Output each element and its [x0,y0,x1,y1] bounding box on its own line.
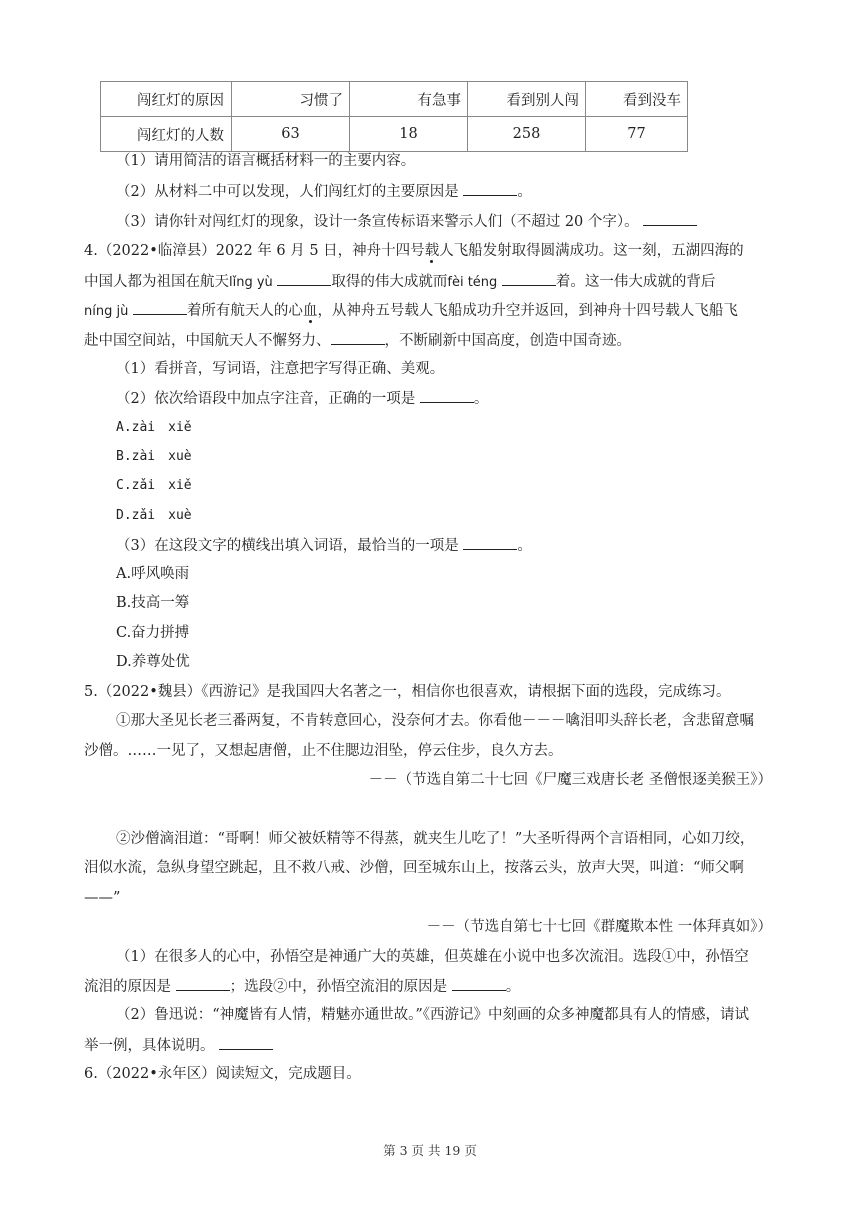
page-footer: 第 3 页 共 19 页 [383,1143,477,1158]
q4-text: 4.（2022•临漳县）2022 年 6 月 5 日，神舟十四号 [84,243,425,259]
answer-blank[interactable] [133,300,187,315]
table-cell: 闯红灯的人数 [101,117,232,152]
q5-text: 流泪的原因是 [84,979,171,995]
answer-blank[interactable] [277,271,331,286]
dotted-char: 血 [302,303,318,319]
q4-sub2-end: 。 [473,391,489,407]
q4-sub3-text: （3）在这段文字的横线出填入词语，最恰当的一项是 [116,538,459,554]
table-cell: 18 [350,117,468,152]
table-cell: 258 [468,117,586,152]
q4-text: 着。这一伟大成就的背后 [555,274,716,290]
table-row [101,82,688,117]
q5-source1: －－（节选自第二十七回《尸魔三戏唐长老 圣僧恨逐美猴王》） [368,772,772,788]
answer-blank[interactable] [643,211,697,226]
q4-sub1: （1）看拼音，写词语，注意把字写得正确、美观。 [116,361,445,377]
q3-sub2-text: （2）从材料二中可以发现，人们闯红灯的主要原因是 [116,184,459,200]
option-a[interactable]: A.zài xiě [116,420,192,435]
q5-sub1-line2 [84,976,520,997]
q5-passage2-line1: ②沙僧滴泪道：“哥啊！师父被妖精等不得蒸，就夹生儿吃了！”大圣听得两个言语相同，心如刀绞， [116,831,755,847]
answer-blank[interactable] [219,1035,273,1050]
q4-text: 取得的伟大成就而 [331,274,448,290]
q3-sub3-text: （3）请你针对闯红灯的现象，设计一条宣传标语来警示人们（不超过 20 个字）。 [116,214,639,230]
dotted-char: 载 [424,243,440,259]
q5-source2: －－（节选自第七十七回《群魔欺本性 一体拜真如》） [426,919,772,935]
table-cell: 77 [586,117,688,152]
pinyin-cue: fèi téng [447,275,498,290]
q5-passage2-line2: 泪似水流，急纵身望空跳起，且不救八戒、沙僧，回至城东山上，按落云头，放声大哭，叫道：“师父啊 [84,860,744,876]
answer-blank[interactable] [420,388,474,403]
option-c[interactable]: C.奋力拼搏 [116,625,190,641]
q5-sub1-line1: （1）在很多人的心中，孙悟空是神通广大的英雄，但英雄在小说中也多次流泪。选段①中，孙悟空 [116,949,749,965]
answer-blank[interactable] [331,330,385,345]
q3-sub3 [116,211,697,232]
table-header-cell: 有急事 [350,82,468,117]
table-header-cell: 闯红灯的原因 [101,82,232,117]
q4-text: 赴中国空间站，中国航天人不懈努力、 [84,333,331,349]
q4-text: ，不断刷新中国高度，创造中国奇迹。 [384,333,631,349]
q5-intro: 5.（2022•魏县）《西游记》是我国四大名著之一，相信你也很喜欢，请根据下面的选段，完成练习。 [84,684,731,700]
option-b[interactable]: B.zài xuè [116,449,192,464]
q4-text: 着所有航天人的心 [186,303,303,319]
q4-line2 [84,271,715,293]
answer-blank[interactable] [463,181,517,196]
q4-text: 人飞船发射取得圆满成功。这一刻，五湖四海的 [439,243,744,259]
table-row [101,117,688,152]
table-header-cell: 看到没车 [586,82,688,117]
q5-passage1-line2: 沙僧。……一见了，又想起唐僧，止不住腮边泪坠，停云住步，良久方去。 [84,743,563,759]
q5-sub2-line1: （2）鲁迅说：“神魔皆有人情，精魅亦通世故。”《西游记》中刻画的众多神魔都具有人的情感，请试 [116,1007,750,1023]
q3-sub2 [116,181,532,202]
q4-line1 [84,241,744,261]
option-a[interactable]: A.呼风唤雨 [116,566,190,582]
table-header-cell: 看到别人闯 [468,82,586,117]
q4-sub3 [116,535,532,556]
q4-sub3-end: 。 [517,538,532,554]
option-b[interactable]: B.技高一筹 [116,595,190,611]
table-header-cell: 习惯了 [232,82,350,117]
pinyin-cue: níng jù [84,304,129,319]
q4-line4 [84,330,631,351]
q6-intro: 6.（2022•永年区）阅读短文，完成题目。 [84,1066,361,1082]
q4-text: 中国人都为祖国在航天 [84,274,229,290]
red-light-table [100,81,688,152]
q3-sub1: （1）请用简洁的语言概括材料一的主要内容。 [116,153,416,169]
answer-blank[interactable] [176,976,230,991]
option-c[interactable]: C.zǎi xiě [116,478,192,493]
option-d[interactable]: D.zǎi xuè [116,508,192,523]
q4-sub2-text: （2）依次给语段中加点字注音，正确的一项是 [116,391,416,407]
q5-text: ；选段②中，孙悟空流泪的原因是 [229,979,448,995]
option-d[interactable]: D.养尊处优 [116,654,190,670]
q5-passage2-line3: ——” [84,890,121,906]
q5-passage1-line1: ①那大圣见长老三番两复，不肯转意回心，没奈何才去。你看他－－－噙泪叩头辞长老，含悲留意嘱 [116,713,754,729]
q3-sub2-end: 。 [517,184,532,200]
pinyin-cue: lǐng yù [229,275,273,290]
q4-line3 [84,300,738,322]
q5-sub2-line2 [84,1035,273,1056]
q4-sub2 [116,388,488,409]
answer-blank[interactable] [502,271,556,286]
q4-text: ，从神舟五号载人飞船成功升空并返回，到神舟十四号载人飞船飞 [317,303,738,319]
q5-text: 举一例，具体说明。 [84,1038,215,1054]
q5-text: 。 [505,979,521,995]
answer-blank[interactable] [452,976,506,991]
table-cell: 63 [232,117,350,152]
answer-blank[interactable] [463,535,517,550]
